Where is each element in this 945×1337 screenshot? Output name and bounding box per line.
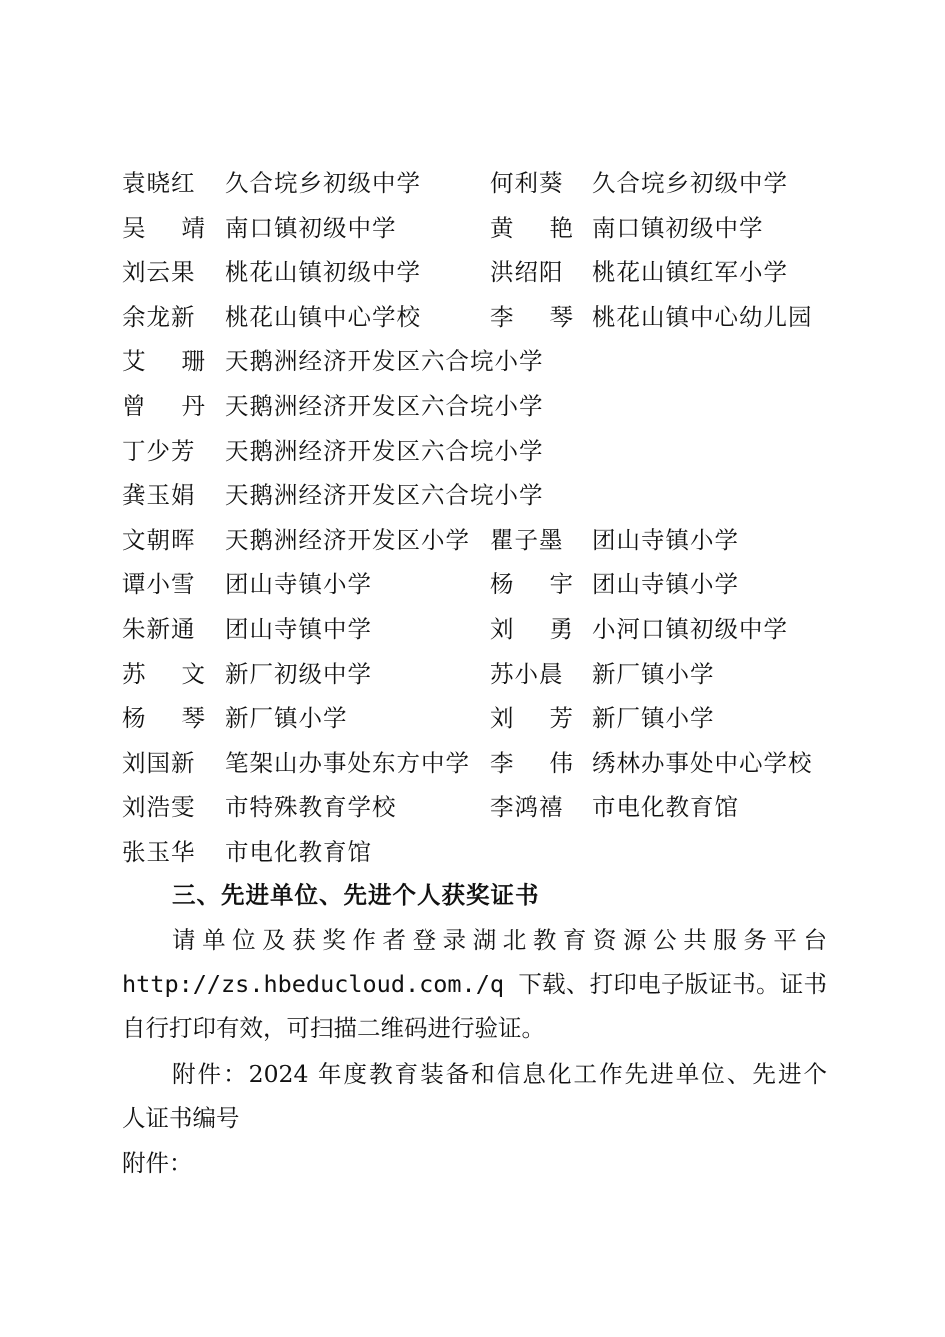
organization-name: 市电化教育馆 (592, 793, 739, 822)
person-name: 杨琴 (122, 704, 241, 733)
organization-name: 桃花山镇中心学校 (225, 302, 421, 331)
person-name: 丁少芳 (122, 436, 196, 465)
organization-name: 桃花山镇中心幼儿园 (592, 302, 813, 331)
person-name: 杨宇 (490, 570, 609, 599)
person-name: 洪绍阳 (490, 258, 564, 287)
person-name: 苏文 (122, 659, 241, 688)
person-name: 吴靖 (122, 213, 241, 242)
organization-name: 南口镇初级中学 (592, 213, 764, 242)
organization-name: 团山寺镇小学 (225, 570, 372, 599)
person-name: 黄艳 (490, 213, 609, 242)
person-name: 张玉华 (122, 838, 196, 866)
organization-name: 市特殊教育学校 (225, 793, 397, 822)
section-heading: 三、先进单位、先进个人获奖证书 (172, 881, 540, 909)
organization-name: 团山寺镇中学 (225, 615, 372, 643)
paragraph-line: http://zs.hbeducloud.com./q 下载、打印电子版证书。证书 (122, 970, 827, 998)
organization-name: 南口镇初级中学 (225, 213, 397, 242)
person-name: 刘勇 (490, 615, 609, 643)
organization-name: 桃花山镇初级中学 (225, 258, 421, 287)
organization-name: 久合垸乡初级中学 (225, 169, 421, 197)
person-name: 朱新通 (122, 615, 196, 643)
paragraph-line: 人证书编号 (122, 1104, 240, 1132)
person-name: 李鸿禧 (490, 793, 564, 822)
person-name: 瞿子墨 (490, 525, 564, 554)
organization-name: 小河口镇初级中学 (592, 615, 788, 643)
organization-name: 笔架山办事处东方中学 (225, 748, 470, 777)
person-name: 龚玉娟 (122, 481, 196, 510)
person-name: 艾珊 (122, 347, 241, 376)
organization-name: 天鹅洲经济开发区六合垸小学 (225, 481, 544, 510)
organization-name: 新厂镇小学 (592, 704, 715, 733)
organization-name: 天鹅洲经济开发区小学 (225, 525, 470, 554)
person-name: 余龙新 (122, 302, 196, 331)
person-name: 李琴 (490, 302, 609, 331)
person-name: 刘国新 (122, 748, 196, 777)
organization-name: 市电化教育馆 (225, 838, 372, 866)
organization-name: 天鹅洲经济开发区六合垸小学 (225, 436, 544, 465)
person-name: 曾丹 (122, 392, 241, 420)
person-name: 苏小晨 (490, 659, 564, 688)
person-name: 何利葵 (490, 169, 564, 197)
organization-name: 新厂镇小学 (592, 659, 715, 688)
organization-name: 新厂镇小学 (225, 704, 348, 733)
organization-name: 团山寺镇小学 (592, 525, 739, 554)
person-name: 刘芳 (490, 704, 609, 733)
paragraph-line: 自行打印有效，可扫描二维码进行验证。 (122, 1014, 545, 1042)
person-name: 谭小雪 (122, 570, 196, 599)
paragraph-line: 请单位及获奖作者登录湖北教育资源公共服务平台 (172, 926, 827, 954)
organization-name: 团山寺镇小学 (592, 570, 739, 599)
attachment-paragraph (122, 1052, 827, 1140)
person-name: 文朝晖 (122, 525, 196, 554)
organization-name: 天鹅洲经济开发区六合垸小学 (225, 392, 544, 420)
person-name: 袁晓红 (122, 169, 196, 197)
certificate-paragraph (122, 918, 827, 1050)
organization-name: 桃花山镇红军小学 (592, 258, 788, 287)
organization-name: 天鹅洲经济开发区六合垸小学 (225, 347, 544, 376)
paragraph-line: 附件：2024 年度教育装备和信息化工作先进单位、先进个 (172, 1060, 827, 1088)
organization-name: 久合垸乡初级中学 (592, 169, 788, 197)
person-name: 李伟 (490, 748, 609, 777)
organization-name: 新厂初级中学 (225, 659, 372, 688)
organization-name: 绣林办事处中心学校 (592, 748, 813, 777)
person-name: 刘浩雯 (122, 793, 196, 822)
attachment-label: 附件： (122, 1149, 193, 1177)
person-name: 刘云果 (122, 258, 196, 287)
